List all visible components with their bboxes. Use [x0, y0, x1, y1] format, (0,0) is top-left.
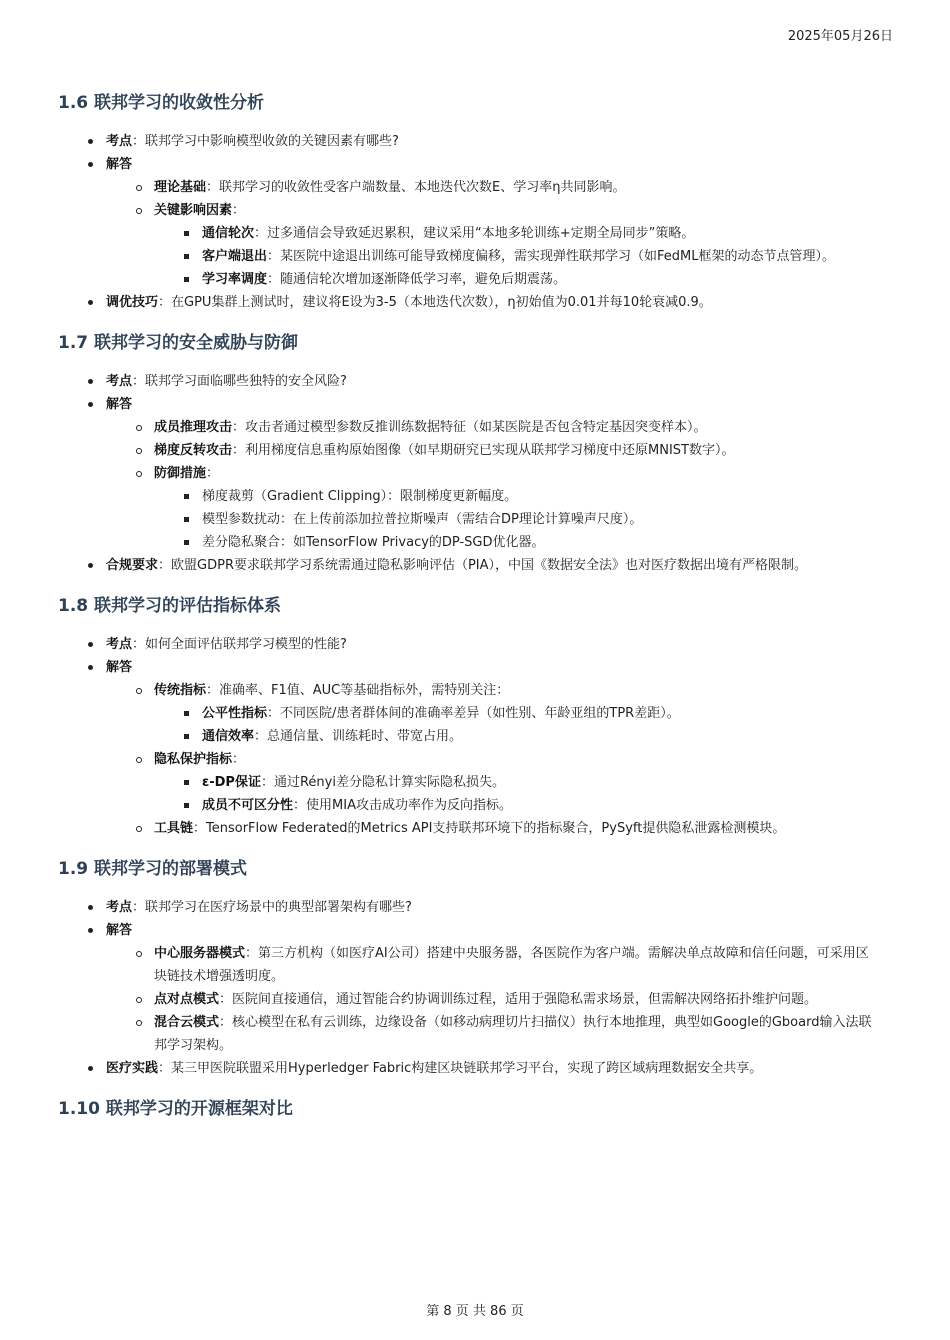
list-item: 梯度反转攻击：利用梯度信息重构原始图像（如早期研究已实现从联邦学习梯度中还原MNIST数字）。: [58, 439, 878, 462]
bullet-icon: [88, 153, 98, 176]
section-heading: 1.7 联邦学习的安全威胁与防御: [58, 333, 299, 353]
bullet-icon: [184, 702, 194, 725]
bullet-icon: [136, 416, 146, 439]
bullet-icon: [136, 988, 146, 1011]
bullet-icon: [184, 508, 194, 531]
bullet-icon: [88, 656, 98, 679]
list-item: 调优技巧：在GPU集群上测试时，建议将E设为3-5（本地迭代次数），η初始值为0.01并每10轮衰减0.9。: [58, 291, 878, 314]
list-item: 差分隐私聚合：如TensorFlow Privacy的DP-SGD优化器。: [58, 531, 878, 554]
section-heading: 1.6 联邦学习的收敛性分析: [58, 93, 265, 113]
bullet-icon: [184, 771, 194, 794]
section-heading: 1.8 联邦学习的评估指标体系: [58, 596, 282, 616]
list-item: 考点：联邦学习面临哪些独特的安全风险?: [58, 370, 878, 393]
bullet-icon: [88, 554, 98, 577]
bullet-icon: [88, 1057, 98, 1080]
bullet-icon: [136, 439, 146, 462]
bullet-icon: [184, 268, 194, 291]
list-item: 理论基础：联邦学习的收敛性受客户端数量、本地迭代次数E、学习率η共同影响。: [58, 176, 878, 199]
list-item: 合规要求：欧盟GDPR要求联邦学习系统需通过隐私影响评估（PIA），中国《数据安全法》也对医疗数据出境有严格限制。: [58, 554, 878, 577]
bullet-icon: [184, 245, 194, 268]
list-item: 中心服务器模式：第三方机构（如医疗AI公司）搭建中央服务器，各医院作为客户端。需解决单点故障和信任问题，可采用区块链技术增强透明度。: [58, 942, 878, 988]
bullet-icon: [88, 896, 98, 919]
bullet-icon: [136, 462, 146, 485]
bullet-icon: [88, 130, 98, 153]
bullet-icon: [136, 748, 146, 771]
list-item: 工具链：TensorFlow Federated的Metrics API支持联邦环境下的指标聚合，PySyft提供隐私泄露检测模块。: [58, 817, 878, 840]
list-item: 公平性指标：不同医院/患者群体间的准确率差异（如性别、年龄亚组的TPR差距）。: [58, 702, 878, 725]
section-1-9: [58, 854, 878, 1080]
bullet-icon: [88, 370, 98, 393]
list-item: 医疗实践：某三甲医院联盟采用Hyperledger Fabric构建区块链联邦学习平台，实现了跨区域病理数据安全共享。: [58, 1057, 878, 1080]
bullet-icon: [136, 176, 146, 199]
bullet-icon: [136, 1011, 146, 1034]
list-item: 通信效率：总通信量、训练耗时、带宽占用。: [58, 725, 878, 748]
bullet-icon: [184, 531, 194, 554]
bullet-icon: [184, 485, 194, 508]
list-item: 考点：联邦学习中影响模型收敛的关键因素有哪些?: [58, 130, 878, 153]
section-heading: 1.9 联邦学习的部署模式: [58, 859, 248, 879]
bullet-icon: [88, 919, 98, 942]
bullet-icon: [136, 942, 146, 965]
document-body: [58, 88, 878, 1138]
bullet-icon: [184, 794, 194, 817]
list-item: 考点：联邦学习在医疗场景中的典型部署架构有哪些?: [58, 896, 878, 919]
section-heading: 1.10 联邦学习的开源框架对比: [58, 1099, 293, 1119]
bullet-icon: [88, 393, 98, 416]
page-date: 2025年05月26日: [787, 29, 893, 44]
list-item: 梯度裁剪（Gradient Clipping）：限制梯度更新幅度。: [58, 485, 878, 508]
list-item: 模型参数扰动：在上传前添加拉普拉斯噪声（需结合DP理论计算噪声尺度）。: [58, 508, 878, 531]
list-item: ε-DP保证：通过Rényi差分隐私计算实际隐私损失。: [58, 771, 878, 794]
list-item: 解答 成员推理攻击：攻击者通过模型参数反推训练数据特征（如某医院是否包含特定基因突变样本）。 梯度反转攻击：利用梯度信息重构原始图像（如早期研究已实现从联邦学习梯度中还原MNIST数字）。 防御措施： 梯度裁剪（Gradient Clipping）：限制梯度更新幅度。 模型参数扰动：在上传前添加拉普拉斯噪声（需结合DP理论计算噪声尺度）。 差分隐私聚合：如TensorFlow Privacy的DP-SGD优化器。: [58, 393, 878, 554]
list-item: 防御措施： 梯度裁剪（Gradient Clipping）：限制梯度更新幅度。 模型参数扰动：在上传前添加拉普拉斯噪声（需结合DP理论计算噪声尺度）。 差分隐私聚合：如TensorFlow Privacy的DP-SGD优化器。: [58, 462, 878, 554]
list-item: 考点：如何全面评估联邦学习模型的性能?: [58, 633, 878, 656]
bullet-icon: [184, 222, 194, 245]
list-item: 学习率调度：随通信轮次增加逐渐降低学习率，避免后期震荡。: [58, 268, 878, 291]
list-item: 点对点模式：医院间直接通信，通过智能合约协调训练过程，适用于强隐私需求场景，但需解决网络拓扑维护问题。: [58, 988, 878, 1011]
section-1-8: [58, 591, 878, 840]
list-item: 成员推理攻击：攻击者通过模型参数反推训练数据特征（如某医院是否包含特定基因突变样本）。: [58, 416, 878, 439]
list-item: 客户端退出：某医院中途退出训练可能导致梯度偏移，需实现弹性联邦学习（如FedML框架的动态节点管理）。: [58, 245, 878, 268]
list-item: 解答 理论基础：联邦学习的收敛性受客户端数量、本地迭代次数E、学习率η共同影响。 关键影响因素： 通信轮次：过多通信会导致延迟累积，建议采用“本地多轮训练+定期全局同步”策略。 客户端退出：某医院中途退出训练可能导致梯度偏移，需实现弹性联邦学习（如FedML框架的动态节点管理）。 学习率调度：随通信轮次增加逐渐降低学习率，避免后期震荡。: [58, 153, 878, 291]
bullet-icon: [136, 199, 146, 222]
bullet-icon: [136, 817, 146, 840]
list-item: 通信轮次：过多通信会导致延迟累积，建议采用“本地多轮训练+定期全局同步”策略。: [58, 222, 878, 245]
list-item: 混合云模式：核心模型在私有云训练，边缘设备（如移动病理切片扫描仪）执行本地推理，典型如Google的Gboard输入法联邦学习架构。: [58, 1011, 878, 1057]
page-footer: 第 8 页 共 86 页: [426, 1304, 524, 1319]
list-item: 隐私保护指标： ε-DP保证：通过Rényi差分隐私计算实际隐私损失。 成员不可区分性：使用MIA攻击成功率作为反向指标。: [58, 748, 878, 817]
list-item: 解答 传统指标：准确率、F1值、AUC等基础指标外，需特别关注： 公平性指标：不同医院/患者群体间的准确率差异（如性别、年龄亚组的TPR差距）。 通信效率：总通信量、训练耗时、带宽占用。 隐私保护指标： ε-DP保证：通过Rényi差分隐私计算实际隐私损失。 成员不可区分性：使用MIA攻击成功率作为反向指标。 工具链：TensorFlow Federated的Metrics API支持联邦环境下的指标聚合，PySyft提供隐私泄露检测模块。: [58, 656, 878, 840]
list-item: 解答 中心服务器模式：第三方机构（如医疗AI公司）搭建中央服务器，各医院作为客户端。需解决单点故障和信任问题，可采用区块链技术增强透明度。 点对点模式：医院间直接通信，通过智能合约协调训练过程，适用于强隐私需求场景，但需解决网络拓扑维护问题。 混合云模式：核心模型在私有云训练，边缘设备（如移动病理切片扫描仪）执行本地推理，典型如Google的Gboard输入法联邦学习架构。: [58, 919, 878, 1057]
section-1-6: [58, 88, 878, 314]
bullet-icon: [88, 291, 98, 314]
list-item: 传统指标：准确率、F1值、AUC等基础指标外，需特别关注： 公平性指标：不同医院/患者群体间的准确率差异（如性别、年龄亚组的TPR差距）。 通信效率：总通信量、训练耗时、带宽占用。: [58, 679, 878, 748]
list-item: 成员不可区分性：使用MIA攻击成功率作为反向指标。: [58, 794, 878, 817]
list-item: 关键影响因素： 通信轮次：过多通信会导致延迟累积，建议采用“本地多轮训练+定期全局同步”策略。 客户端退出：某医院中途退出训练可能导致梯度偏移，需实现弹性联邦学习（如FedML框架的动态节点管理）。 学习率调度：随通信轮次增加逐渐降低学习率，避免后期震荡。: [58, 199, 878, 291]
bullet-icon: [136, 679, 146, 702]
bullet-icon: [88, 633, 98, 656]
section-1-10: [58, 1094, 878, 1124]
section-1-7: [58, 328, 878, 577]
bullet-icon: [184, 725, 194, 748]
